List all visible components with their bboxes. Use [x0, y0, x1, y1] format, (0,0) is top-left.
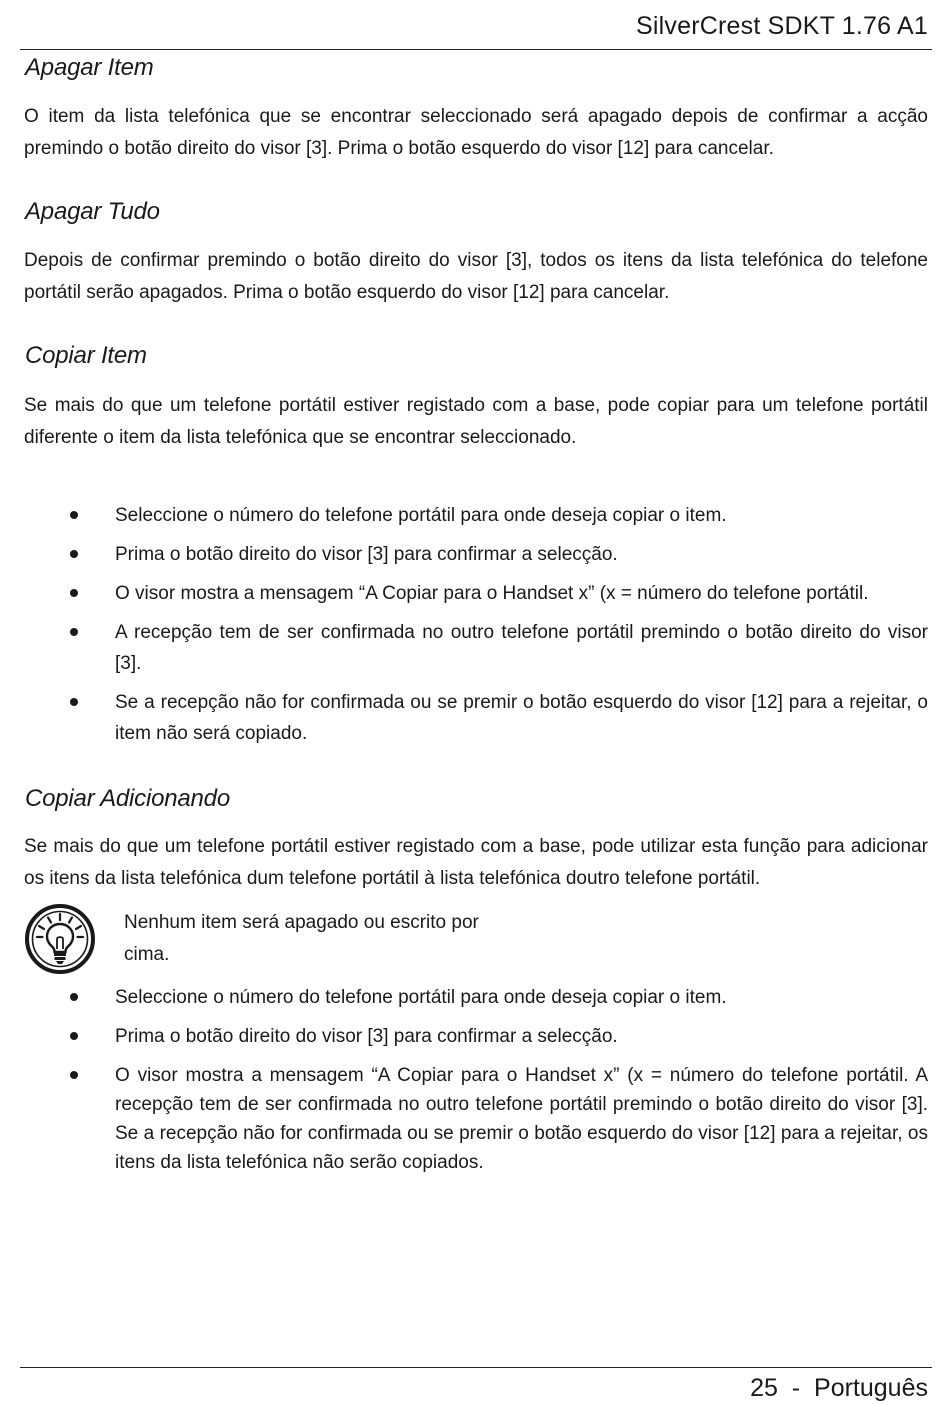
bullet-dot	[70, 993, 78, 1001]
lightbulb-icon	[23, 903, 97, 975]
tip-note-line: cima.	[124, 943, 170, 965]
list-item-text: A recepção tem de ser confirmada no outro telefone portátil premindo o botão direito do visor [3].	[115, 622, 928, 674]
bullet-dot	[70, 1071, 78, 1079]
bullet-dot	[70, 1032, 78, 1040]
bullet-dot	[70, 698, 78, 706]
list-item-text: O visor mostra a mensagem “A Copiar para o Handset x” (x = número do telefone portátil.	[115, 583, 869, 604]
list-item-text: Se a recepção não for confirmada ou se premir o botão esquerdo do visor [12] para a rejeitar, o item não será copiado.	[115, 692, 928, 744]
tip-note-line: Nenhum item será apagado ou escrito por	[124, 912, 479, 933]
header-rule	[20, 49, 932, 50]
heading-apagar-item: Apagar Item	[25, 54, 154, 81]
heading-copiar-adicionando: Copiar Adicionando	[25, 785, 230, 812]
list-item-text: O visor mostra a mensagem “A Copiar para o Handset x” (x = número do telefone portátil. A recepção tem de ser confirmada no outro telefone portátil premindo o botão direito do visor [3]. Se a recepção não for confirmada ou se premir o botão esquerdo do visor [12] para a rejeitar, os itens da lista telefónica não serão copiados.	[115, 1065, 928, 1173]
footer-rule	[20, 1367, 932, 1368]
heading-apagar-tudo: Apagar Tudo	[25, 198, 160, 225]
paragraph-copiar-adicionando: Se mais do que um telefone portátil estiver registado com a base, pode utilizar esta função para adicionar os itens da lista telefónica dum telefone portátil à lista telefónica doutro telefone portátil.	[24, 836, 928, 889]
list-item-text: Prima o botão direito do visor [3] para confirmar a selecção.	[115, 544, 618, 565]
heading-copiar-item: Copiar Item	[25, 342, 147, 369]
paragraph-copiar-item: Se mais do que um telefone portátil estiver registado com a base, pode copiar para um telefone portátil diferente o item da lista telefónica que se encontrar seleccionado.	[24, 395, 928, 448]
bullet-dot	[70, 628, 78, 636]
bullet-dot	[70, 550, 78, 558]
list-item-text: Seleccione o número do telefone portátil para onde deseja copiar o item.	[115, 505, 727, 526]
bullet-dot	[70, 589, 78, 597]
paragraph-apagar-item: O item da lista telefónica que se encontrar seleccionado será apagado depois de confirmar a acção premindo o botão direito do visor [3]. Prima o botão esquerdo do visor [12] para cancelar.	[24, 106, 928, 159]
page-footer: 25 - Português	[750, 1374, 928, 1402]
list-item-text: Seleccione o número do telefone portátil para onde deseja copiar o item.	[115, 987, 727, 1008]
list-item-text: Prima o botão direito do visor [3] para confirmar a selecção.	[115, 1026, 618, 1047]
paragraph-apagar-tudo: Depois de confirmar premindo o botão direito do visor [3], todos os itens da lista telefónica do telefone portátil serão apagados. Prima o botão esquerdo do visor [12] para cancelar.	[24, 250, 928, 303]
page-header-title: SilverCrest SDKT 1.76 A1	[636, 12, 928, 40]
bullet-dot	[70, 511, 78, 519]
tip-note	[124, 907, 524, 970]
